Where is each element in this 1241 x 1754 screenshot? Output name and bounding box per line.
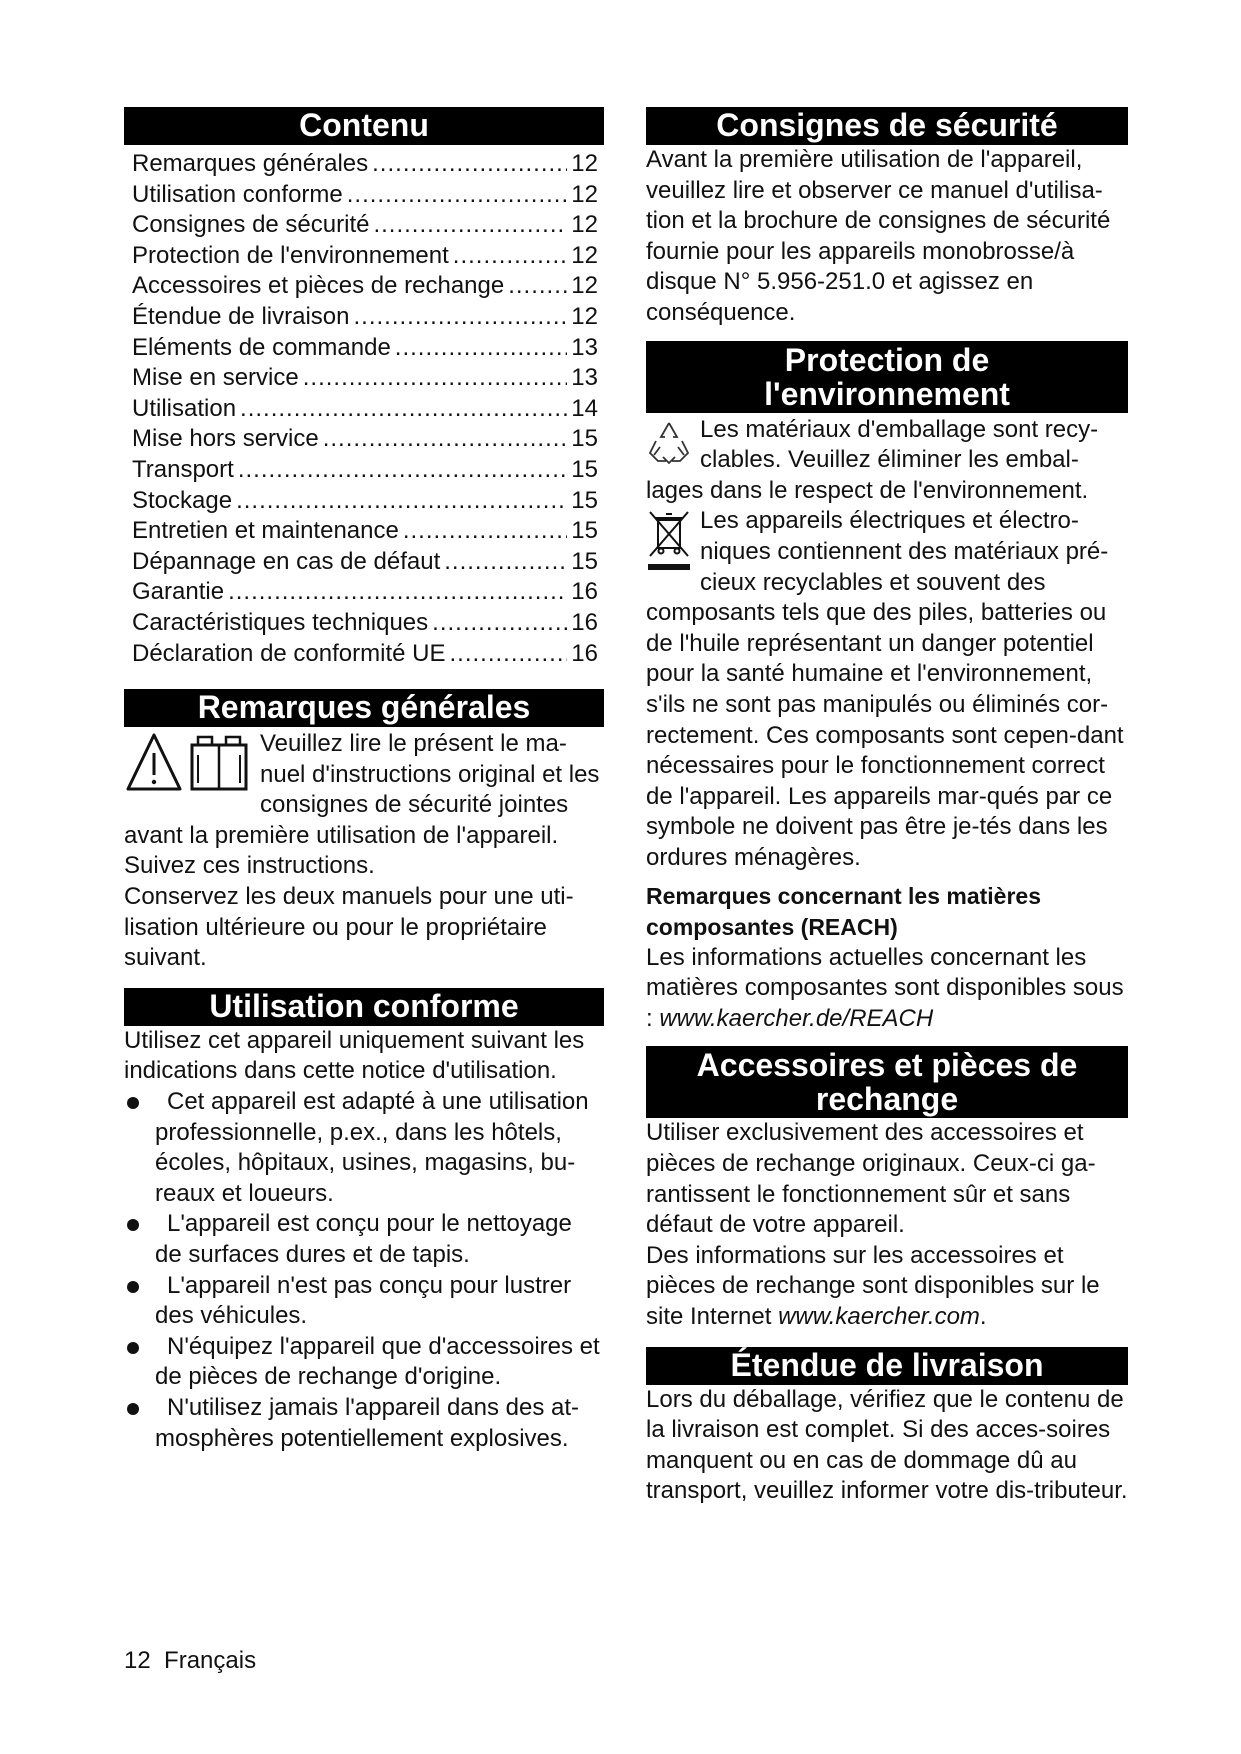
reach-paragraph: [646, 943, 1128, 1035]
toc-leader-dots: [453, 241, 568, 272]
toc-entry-page: 15: [571, 517, 598, 545]
toc-entry-title: Mise en service: [132, 364, 299, 392]
toc-entry-page: 15: [571, 486, 598, 514]
toc-leader-dots: [236, 486, 567, 517]
toc-entry-page: 16: [571, 578, 598, 606]
toc-entry-title: Déclaration de conformité UE: [132, 639, 446, 667]
toc-entry-page: 15: [571, 455, 598, 483]
toc-leader-dots: [395, 333, 568, 364]
recycle-icon: [646, 417, 692, 473]
safety-text: Avant la première utilisation de l'appareil, veuillez lire et observer ce manuel d'utilisa-tion et la brochure de consignes de sécurité fournie pour les appareils monobrosse/à disque N° 5.956-251.0 et agissez en conséquence.: [646, 146, 1111, 326]
toc-entry-page: 15: [571, 547, 598, 575]
weee-text: Les appareils électriques et électro-niques contiennent des matériaux pré-cieux recyclables et souvent des composants tels que des piles, batteries ou de l'huile représentant un danger potentiel pour la santé humaine et l'environnement, s'ils ne sont pas manipulés ou éliminés cor-rectement. Ces composants sont cepen-dant nécessaires pour le fonctionnement correct de l'appareil. Les appareils mar-qués par ce symbole ne doivent pas être je-tés dans les ordures ménagères.: [646, 507, 1124, 871]
toc-entry[interactable]: [132, 271, 598, 302]
reach-heading: Remarques concernant les matières composantes (REACH): [646, 883, 1042, 941]
toc-entry[interactable]: [132, 516, 598, 547]
toc-entry[interactable]: [132, 241, 598, 272]
bullet-dot-icon: [127, 1219, 139, 1231]
manual-book-icon: [192, 737, 246, 789]
intended-use-item-text: N'équipez l'appareil que d'accessoires et de pièces de rechange d'origine.: [155, 1332, 600, 1391]
page-footer: [124, 1646, 256, 1676]
toc-leader-dots: [444, 547, 567, 578]
toc-entry-title: Eléments de commande: [132, 333, 391, 361]
intended-use-item: [124, 1271, 604, 1332]
accessories-link[interactable]: www.kaercher.com: [778, 1303, 980, 1330]
toc-entry[interactable]: [132, 394, 598, 425]
accessories-info-paragraph: [646, 1241, 1128, 1333]
environment-heading: [646, 341, 1128, 413]
footer-language: Français: [164, 1647, 257, 1674]
toc-entry[interactable]: [132, 639, 598, 670]
accessories-info-text: Des informations sur les accessoires et pièces de rechange sont disponibles sur le site Internet: [646, 1241, 1100, 1330]
toc-entry-page: 12: [571, 272, 598, 300]
toc-entry-title: Protection de l'environnement: [132, 241, 449, 269]
reach-link[interactable]: www.kaercher.de/REACH: [659, 1004, 934, 1032]
intended-use-item-text: L'appareil est conçu pour le nettoyage de surfaces dures et de tapis.: [155, 1210, 572, 1268]
toc-leader-dots: [449, 639, 567, 670]
accessories-heading-line2: rechange: [815, 1081, 959, 1118]
environment-heading-line1: Protection de: [784, 341, 990, 378]
safety-section: [646, 107, 1128, 329]
general-notes-text: Veuillez lire le présent le ma-nuel d'instructions original et les consignes de sécurité jointes avant la première utilisation de l'appareil. Suivez ces instructions.: [124, 730, 600, 880]
toc-entry-title: Transport: [132, 455, 234, 483]
toc-leader-dots: [228, 577, 567, 608]
toc-entry[interactable]: [132, 210, 598, 241]
intended-use-item: [124, 1087, 604, 1209]
toc-leader-dots: [372, 149, 567, 180]
accessories-text: Utiliser exclusivement des accessoires et pièces de rechange originaux. Ceux-ci ga-rantissent le fonctionnement sûr et sans défaut de votre appareil.: [646, 1119, 1096, 1239]
delivery-text: Lors du déballage, vérifiez que le contenu de la livraison est complet. Si des acces-soires manquent ou en cas de dommage dû au transport, veuillez informer votre dis-tributeur.: [646, 1385, 1128, 1505]
crossed-bin-icon: [646, 508, 692, 584]
intended-use-item-text: Cet appareil est adapté à une utilisation professionnelle, p.ex., dans les hôtels, écoles, hôpitaux, usines, magasins, bu-reaux et loueurs.: [155, 1088, 589, 1207]
toc-entry-page: 12: [571, 302, 598, 330]
toc-entry-title: Utilisation conforme: [132, 180, 343, 208]
toc-entry[interactable]: [132, 302, 598, 333]
left-column: [124, 107, 604, 1462]
toc-entry-page: 16: [571, 639, 598, 667]
warning-manual-icons: [124, 731, 254, 797]
toc-leader-dots: [432, 608, 567, 639]
toc-leader-dots: [403, 516, 567, 547]
toc-list: [124, 145, 604, 669]
toc-section: [124, 107, 604, 669]
intended-use-heading: Utilisation conforme: [124, 988, 604, 1026]
recycle-icon-wrap: [646, 417, 692, 473]
toc-entry-title: Stockage: [132, 486, 233, 514]
toc-entry-title: Remarques générales: [132, 150, 369, 177]
delivery-section: [646, 1347, 1128, 1507]
accessories-heading: [646, 1046, 1128, 1118]
bullet-dot-icon: [127, 1403, 139, 1415]
general-notes-keep-text: Conservez les deux manuels pour une uti-lisation ultérieure ou pour le propriétaire suivant.: [124, 883, 574, 972]
toc-entry-page: 12: [571, 211, 598, 239]
toc-entry[interactable]: [132, 363, 598, 394]
toc-entry-page: 12: [571, 150, 598, 177]
toc-entry-title: Dépannage en cas de défaut: [132, 547, 441, 575]
toc-entry-title: Utilisation: [132, 394, 237, 422]
general-notes-heading: Remarques générales: [124, 689, 604, 727]
intended-use-item-text: N'utilisez jamais l'appareil dans des at-mosphères potentiellement explosives.: [155, 1393, 580, 1452]
intended-use-item-text: L'appareil n'est pas conçu pour lustrer des véhicules.: [155, 1271, 572, 1330]
toc-entry[interactable]: [132, 547, 598, 578]
toc-leader-dots: [240, 394, 567, 425]
toc-leader-dots: [508, 271, 567, 302]
toc-entry[interactable]: [132, 455, 598, 486]
toc-entry-page: 12: [571, 241, 598, 269]
warning-triangle-icon: [124, 731, 254, 797]
bullet-dot-icon: [127, 1342, 139, 1354]
recycle-text: Les matériaux d'emballage sont recy-clables. Veuillez éliminer les embal-lages dans le respect de l'environnement.: [646, 415, 1099, 504]
safety-heading: Consignes de sécurité: [646, 107, 1128, 145]
toc-entry-title: Étendue de livraison: [132, 302, 350, 330]
toc-entry-page: 16: [571, 608, 598, 636]
accessories-info-end: .: [979, 1303, 987, 1330]
toc-leader-dots: [353, 302, 567, 333]
accessories-heading-line1: Accessoires et pièces de: [696, 1047, 1078, 1084]
toc-leader-dots: [373, 210, 567, 241]
toc-entry-title: Garantie: [132, 578, 225, 606]
toc-entry[interactable]: [132, 180, 598, 211]
toc-entry[interactable]: [132, 577, 598, 608]
toc-entry-title: Caractéristiques techniques: [132, 608, 429, 636]
toc-entry-title: Entretien et maintenance: [132, 517, 399, 545]
toc-entry[interactable]: [132, 608, 598, 639]
bullet-dot-icon: [127, 1281, 139, 1293]
toc-leader-dots: [347, 180, 568, 211]
toc-entry-title: Mise hors service: [132, 425, 319, 453]
intended-use-intro: Utilisez cet appareil uniquement suivant les indications dans cette notice d'utilisation.: [124, 1026, 585, 1085]
intended-use-item: [124, 1332, 604, 1393]
toc-entry[interactable]: [132, 486, 598, 517]
toc-entry-page: 13: [571, 333, 598, 361]
environment-section: [646, 341, 1128, 1035]
toc-entry-title: Consignes de sécurité: [132, 211, 370, 239]
toc-leader-dots: [303, 363, 568, 394]
toc-entry[interactable]: [132, 149, 598, 180]
toc-heading: Contenu: [124, 107, 604, 145]
toc-entry[interactable]: [132, 424, 598, 455]
reach-text: Les informations actuelles concernant les matières composantes sont disponibles sous :: [646, 943, 1124, 1032]
accessories-section: [646, 1046, 1128, 1332]
general-notes-section: [124, 689, 604, 974]
toc-entry-page: 14: [571, 394, 598, 422]
right-column: [646, 107, 1128, 1515]
toc-leader-dots: [323, 424, 568, 455]
intended-use-list: [124, 1087, 604, 1454]
toc-entry-title: Accessoires et pièces de rechange: [132, 272, 505, 300]
environment-heading-line2: l'environnement: [764, 375, 1010, 412]
intended-use-section: [124, 988, 604, 1454]
bullet-dot-icon: [127, 1097, 139, 1109]
intended-use-item: [124, 1393, 604, 1454]
weee-icon-wrap: [646, 508, 692, 584]
toc-entry-page: 13: [571, 364, 598, 392]
page-number: 12: [124, 1647, 151, 1674]
intended-use-item: [124, 1209, 604, 1270]
toc-leader-dots: [238, 455, 567, 486]
toc-entry-page: 12: [571, 180, 598, 208]
toc-entry-page: 15: [571, 425, 598, 453]
delivery-heading: Étendue de livraison: [646, 1347, 1128, 1385]
toc-entry[interactable]: [132, 333, 598, 364]
